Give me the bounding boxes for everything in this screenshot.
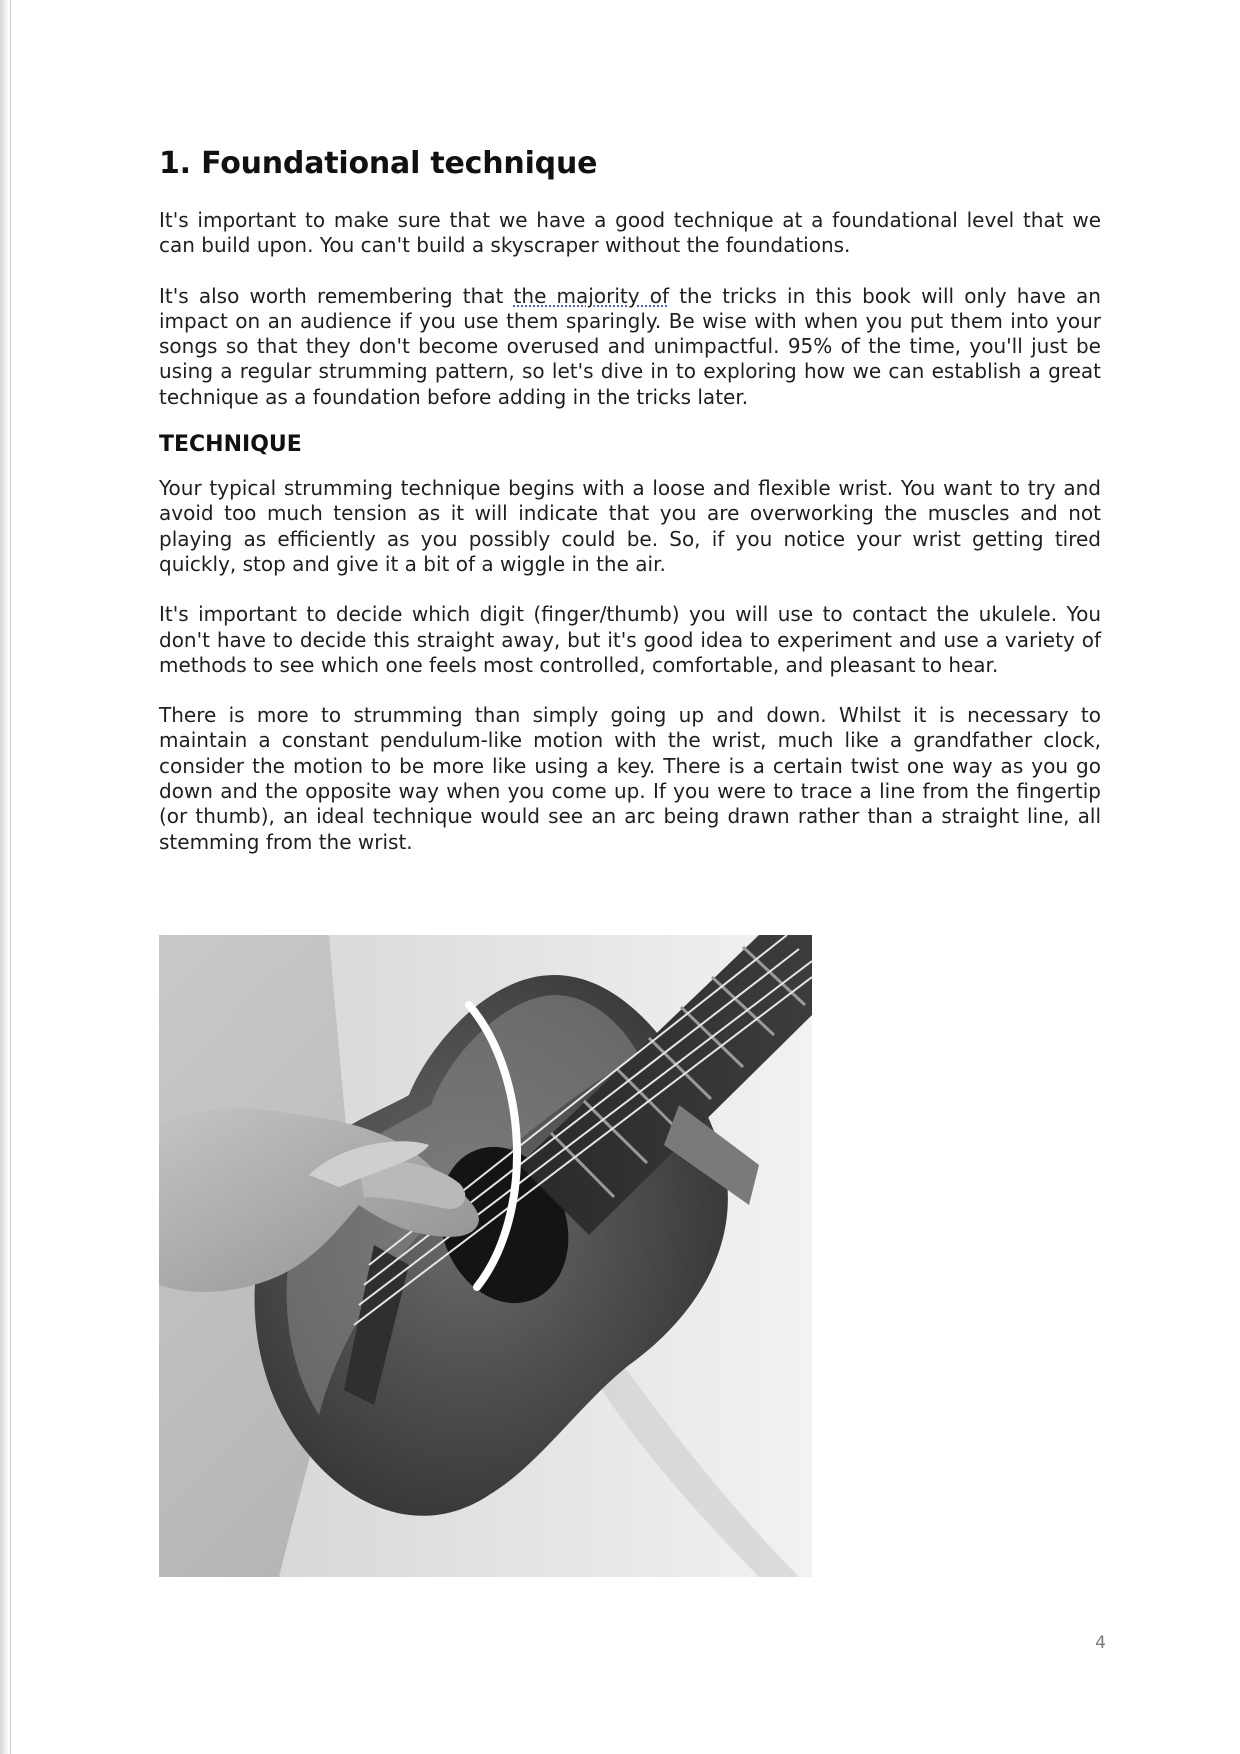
paragraph-text-before: It's also worth remembering that [159,283,514,308]
intro-paragraph: It's important to make sure that we have a good technique at a foundational level that we can build upon. You can't build a skyscraper without the foundations. [159,208,1101,258]
paragraph-text-after: the tricks in this book will only have an impact on an audience if you use them sparingly. Be wise with when you put them into your songs so that they don't become overused and unimpactful. 95% of the time, you'll just be using a regular strumming pattern, so let's dive in to exploring how we can establish a great technique as a foundation before adding in the tricks later. [159,283,1101,409]
digit-paragraph: It's important to decide which digit (finger/thumb) you will use to contact the ukulele. You don't have to decide this straight away, but it's good idea to experiment and use a variety of methods to see which one feels most controlled, comfortable, and pleasant to hear. [159,602,1101,677]
motion-paragraph: There is more to strumming than simply going up and down. Whilst it is necessary to maintain a constant pendulum-like motion with the wrist, much like a grandfather clock, consider the motion to be more like using a key. There is a certain twist one way as you go down and the opposite way when you come up. If you were to trace a line from the fingertip (or thumb), an ideal technique would see an arc being drawn rather than a straight line, all stemming from the wrist. [159,703,1101,854]
page-border [10,0,11,1754]
wrist-paragraph: Your typical strumming technique begins with a loose and flexible wrist. You want to try and avoid too much tension as it will indicate that you are overworking the muscles and not playing as efficiently as you possibly could be. So, if you notice your wrist getting tired quickly, stop and give it a bit of a wiggle in the air. [159,476,1101,576]
photo-illustration [159,935,812,1577]
page-number: 4 [1095,1633,1106,1653]
page-content [159,138,1101,855]
spellcheck-flagged-phrase[interactable]: the majority of [513,283,670,308]
section-heading: TECHNIQUE [159,432,302,458]
ukulele-strumming-photo [159,935,812,1577]
chapter-title: 1. Foundational technique [159,146,598,181]
majority-paragraph [159,284,1101,410]
page-shadow-edge [0,0,10,1754]
